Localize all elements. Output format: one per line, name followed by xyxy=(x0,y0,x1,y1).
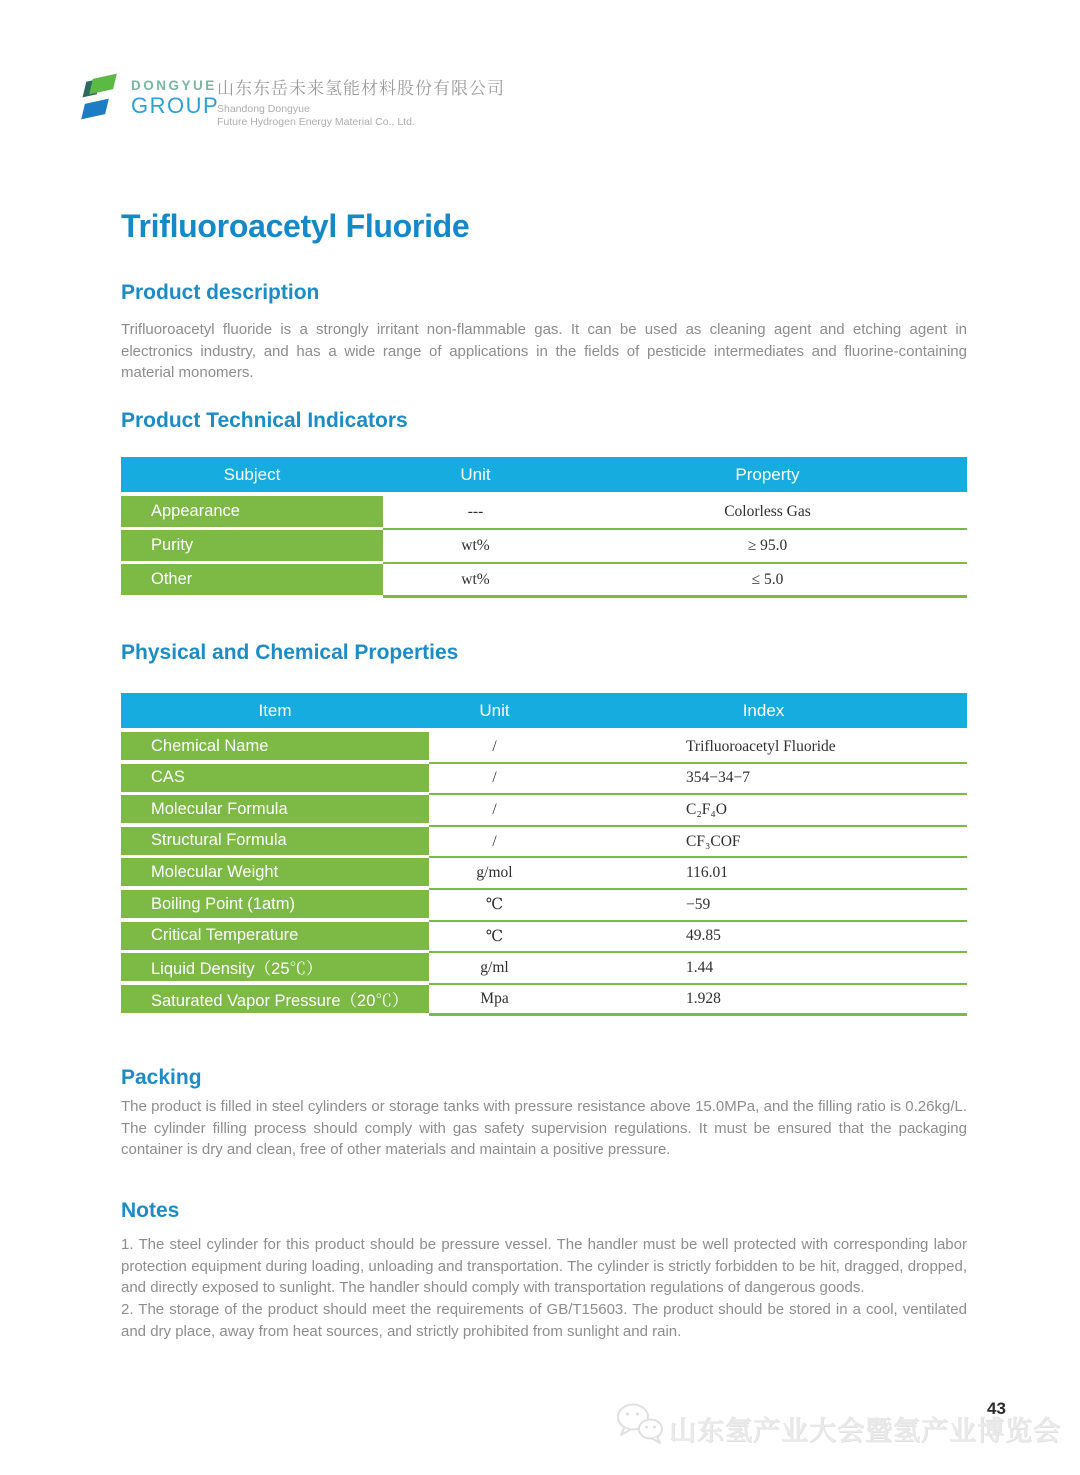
product-description-text: Trifluoroacetyl fluoride is a strongly irritant non-flammable gas. It can be used as cleaning agent and etching agent in electronics industry, and has a wide range of applications in the fields of pesticide intermediates and fluorine-containing material monomers. xyxy=(121,321,967,382)
row-value-cell: 354−34−7 xyxy=(560,764,967,796)
row-label-cell: CAS xyxy=(121,764,429,792)
notes-list xyxy=(121,1234,967,1343)
table-header-row xyxy=(121,693,967,728)
column-header-index: Index xyxy=(742,700,785,720)
row-unit-cell: wt% xyxy=(383,530,568,564)
table-row xyxy=(121,564,967,598)
column-header-subject: Subject xyxy=(223,464,281,484)
row-unit-cell: wt% xyxy=(383,564,568,598)
row-unit-cell: g/ml xyxy=(429,953,560,985)
page-title: Trifluoroacetyl Fluoride xyxy=(121,208,470,244)
wechat-icon xyxy=(614,1402,666,1446)
section-heading-technical-indicators: Product Technical Indicators xyxy=(121,409,408,432)
row-unit-cell: / xyxy=(429,764,560,796)
row-label-cell: Liquid Density（25℃） xyxy=(121,953,429,981)
row-value-cell: 1.44 xyxy=(560,953,967,985)
packing-text: The product is filled in steel cylinders or storage tanks with pressure resistance above 15.0MPa, and the filling ratio is 0.26kg/L. The cylinder filling process should comply with gas safety supervision regulations. It must be ensured that the packaging container is dry and clean, free of other materials and maintain a positive pressure. xyxy=(121,1098,967,1159)
row-unit-cell: / xyxy=(429,732,560,764)
row-label-cell: Other xyxy=(121,564,383,595)
row-unit-cell: --- xyxy=(383,496,568,530)
row-value-cell: −59 xyxy=(560,890,967,922)
section-heading-packing: Packing xyxy=(121,1066,202,1089)
row-value-cell: 116.01 xyxy=(560,858,967,890)
column-header-unit: Unit xyxy=(460,464,491,484)
table-row xyxy=(121,858,967,890)
page-number: 43 xyxy=(987,1399,1006,1418)
row-unit-cell: ℃ xyxy=(429,890,560,922)
column-header-property: Property xyxy=(735,464,800,484)
row-label-cell: Molecular Formula xyxy=(121,795,429,823)
column-header-unit: Unit xyxy=(479,700,510,720)
row-value-cell: CF₃COF xyxy=(560,827,967,859)
logo-wordmark-line1: DONGYUE xyxy=(131,78,217,93)
dongyue-logo-icon xyxy=(82,74,124,126)
row-unit-cell: Mpa xyxy=(429,985,560,1017)
table-row xyxy=(121,496,967,530)
company-name-chinese: 山东东岳未来氢能材料股份有限公司 xyxy=(217,79,505,98)
row-value-cell: ≥ 95.0 xyxy=(568,530,967,564)
row-value-cell: 1.928 xyxy=(560,985,967,1017)
table-row xyxy=(121,764,967,796)
note-item-2: 2. The storage of the product should meet the requirements of GB/T15603. The product should be stored in a cool, ventilated and dry place, away from heat sources, and strictly prohibited from sunlight and rain. xyxy=(121,1301,967,1340)
table-row xyxy=(121,732,967,764)
table-row xyxy=(121,953,967,985)
section-heading-product-description: Product description xyxy=(121,281,320,304)
table-row xyxy=(121,985,967,1017)
section-heading-notes: Notes xyxy=(121,1199,180,1222)
company-name-english xyxy=(217,103,505,129)
row-label-cell: Molecular Weight xyxy=(121,858,429,886)
company-name-block xyxy=(217,74,505,129)
row-label-cell: Structural Formula xyxy=(121,827,429,855)
row-unit-cell: g/mol xyxy=(429,858,560,890)
logo-wordmark-line2: GROUP xyxy=(131,93,220,118)
row-label-cell: Critical Temperature xyxy=(121,922,429,950)
row-value-cell: 49.85 xyxy=(560,922,967,954)
technical-indicators-table xyxy=(121,457,967,598)
note-item-1: 1. The steel cylinder for this product should be pressure vessel. The handler must be well protected with corresponding labor protection equipment during loading, unloading and transportation. The cylinder is strictly forbidden to be hit, dragged, dropped, and directly exposed to sunlight. The handler should comply with transportation regulations of dangerous goods. xyxy=(121,1236,967,1297)
table-row xyxy=(121,890,967,922)
table-header-row xyxy=(121,457,967,492)
table-row xyxy=(121,530,967,564)
watermark-text: 山东氢产业大会暨氢产业博览会 xyxy=(669,1416,1061,1446)
column-header-item: Item xyxy=(258,700,292,720)
row-value-cell: Colorless Gas xyxy=(568,496,967,530)
row-label-cell: Purity xyxy=(121,530,383,561)
company-logo xyxy=(82,74,219,126)
row-label-cell: Boiling Point (1atm) xyxy=(121,890,429,918)
row-unit-cell: / xyxy=(429,827,560,859)
row-unit-cell: ℃ xyxy=(429,922,560,954)
table-row xyxy=(121,795,967,827)
company-name-english-line1: Shandong Dongyue xyxy=(217,103,310,115)
section-heading-physical-chemical: Physical and Chemical Properties xyxy=(121,641,459,664)
logo-blue-leaf-shape xyxy=(81,99,109,120)
table-row xyxy=(121,827,967,859)
row-label-cell: Appearance xyxy=(121,496,383,527)
company-name-english-line2: Future Hydrogen Energy Material Co., Ltd. xyxy=(217,116,415,129)
logo-wordmark xyxy=(131,74,219,126)
row-value-cell: C₂F₄O xyxy=(560,795,967,827)
row-label-cell: Saturated Vapor Pressure（20℃） xyxy=(121,985,429,1013)
row-label-cell: Chemical Name xyxy=(121,732,429,760)
row-unit-cell: / xyxy=(429,795,560,827)
row-value-cell: ≤ 5.0 xyxy=(568,564,967,598)
physical-chemical-table xyxy=(121,693,967,1016)
row-value-cell: Trifluoroacetyl Fluoride xyxy=(560,732,967,764)
logo-green-leaf-shape xyxy=(89,74,117,95)
table-row xyxy=(121,922,967,954)
